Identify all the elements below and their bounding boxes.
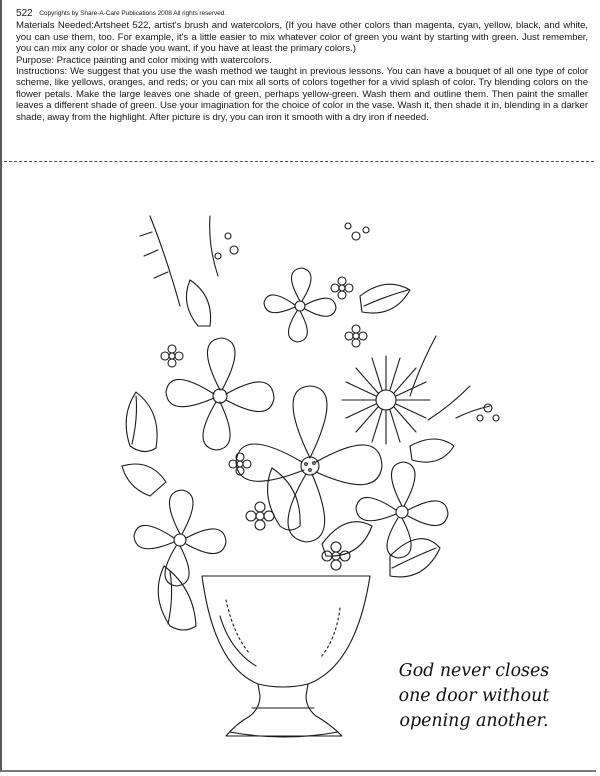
purpose-text: Purpose: Practice painting and color mixing with watercolors. — [16, 54, 272, 66]
vase-drawing — [202, 576, 370, 737]
materials-needed: Materials Needed:Artsheet 522, artist's brush and watercolors, (If you have other colors than magenta, cyan, yellow, black, and white, you can use them, too. For example, it's a little easier to mix whatever color of green you want by starting with green. Just remember, you can mix any color or shade you want, if you have at least the primary colors.) — [16, 20, 588, 55]
cut-line — [4, 161, 594, 162]
flowers-drawing — [134, 223, 499, 586]
instructions-text: Instructions: We suggest that you use the wash method we taught in previous lessons. You can have a bouquet of all one type of color scheme, like yellows, oranges, and reds; or you can mix all sorts of colors together for a vivid splash of color. Try blending colors on the flower petals. Make the large leaves one shade of green, perhaps yellow-green. Wash them and outline them. Then paint the smaller leaves a different shade of green. Use your imagination for the choice of color in the vase. Wash it, then shade it in, blending in a darker shade, away from the highlight. After picture is dry, you can iron it smooth with a dry iron if needed. — [16, 66, 588, 123]
sheet-number: 522 — [16, 8, 33, 19]
inspirational-quote — [384, 659, 564, 734]
instruction-header — [16, 8, 588, 123]
quote-line-3: opening another. — [399, 711, 549, 731]
quote-line-2: one door without — [398, 686, 550, 706]
copyright-notice: Copyrights by Share-A-Care Publications 2008 All rights reserved. — [39, 10, 227, 17]
header-top-line — [16, 8, 588, 19]
quote-line-1: God never closes — [398, 661, 550, 681]
